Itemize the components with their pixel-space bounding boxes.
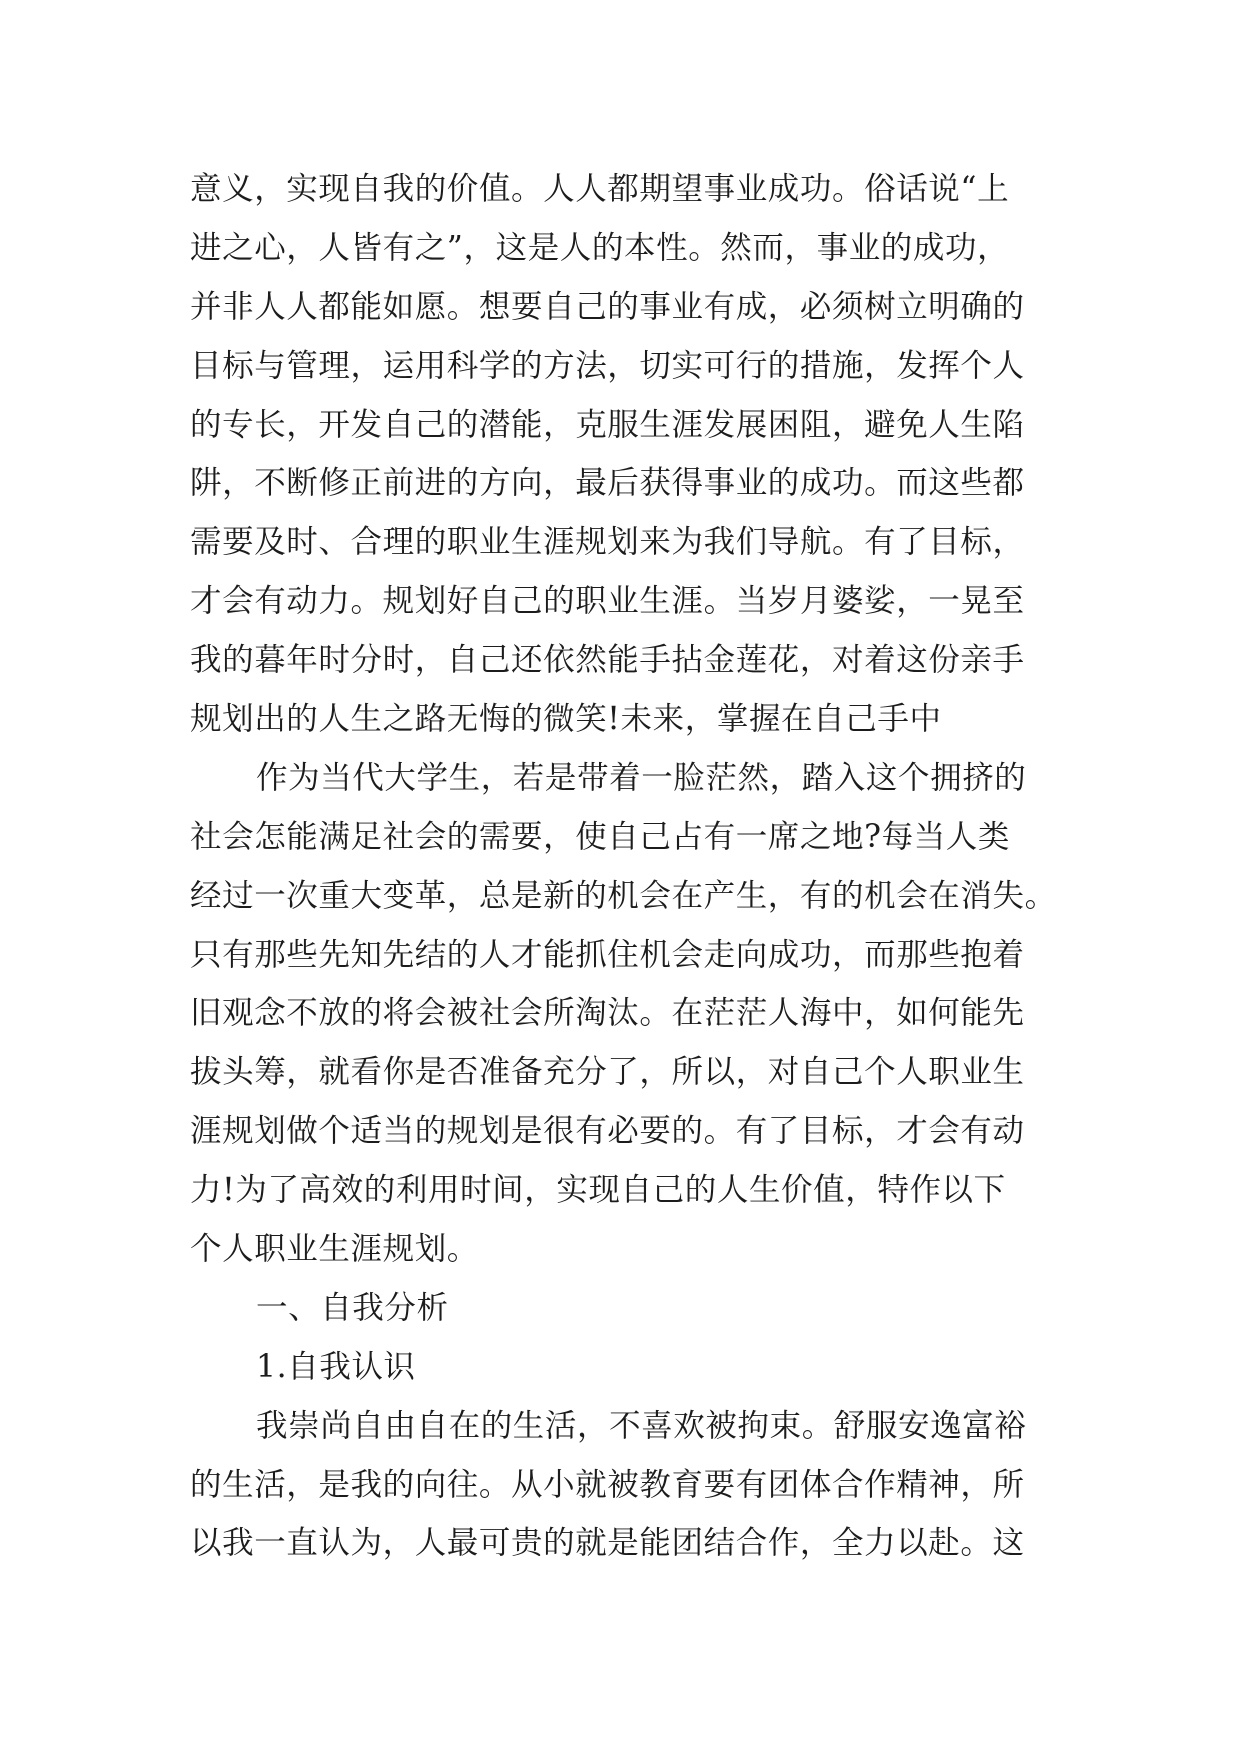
text-line: 涯规划做个适当的规划是很有必要的。有了目标，才会有动 xyxy=(190,1113,1025,1150)
text-line: 意义，实现自我的价值。人人都期望事业成功。俗话说“上 xyxy=(190,171,1010,207)
text-line: 力!为了高效的利用时间，实现自己的人生价值，特作以下 xyxy=(190,1172,1006,1209)
text-line: 的生活，是我的向往。从小就被教育要有团体合作精神，所 xyxy=(190,1466,1025,1503)
text-line: 作为当代大学生，若是带着一脸茫然，踏入这个拥挤的 xyxy=(256,759,1027,796)
text-line: 个人职业生涯规划。 xyxy=(190,1231,479,1268)
text-line: 规划出的人生之路无悔的微笑!未来，掌握在自己手中 xyxy=(190,701,942,738)
text-line: 拔头筹，就看你是否准备充分了，所以，对自己个人职业生 xyxy=(190,1054,1025,1091)
text-line: 社会怎能满足社会的需要，使自己占有一席之地?每当人类 xyxy=(190,818,1010,855)
text-line: 旧观念不放的将会被社会所淘汰。在茫茫人海中，如何能先 xyxy=(190,995,1025,1032)
text-line: 1.自我认识 xyxy=(256,1348,416,1385)
text-line: 阱，不断修正前进的方向，最后获得事业的成功。而这些都 xyxy=(190,465,1025,502)
text-line: 才会有动力。规划好自己的职业生涯。当岁月婆娑，一晃至 xyxy=(190,583,1025,620)
text-line: 需要及时、合理的职业生涯规划来为我们导航。有了目标， xyxy=(190,524,1025,561)
text-line: 并非人人都能如愿。想要自己的事业有成，必须树立明确的 xyxy=(190,288,1025,325)
text-line: 只有那些先知先结的人才能抓住机会走向成功，而那些抱着 xyxy=(190,936,1025,973)
text-line: 我崇尚自由自在的生活，不喜欢被拘束。舒服安逸富裕 xyxy=(256,1407,1027,1444)
body-text xyxy=(190,160,1090,1573)
text-line: 经过一次重大变革，总是新的机会在产生，有的机会在消失。 xyxy=(190,877,1057,914)
text-line: 目标与管理，运用科学的方法，切实可行的措施，发挥个人 xyxy=(190,347,1025,384)
text-line: 进之心，人皆有之”，这是人的本性。然而，事业的成功， xyxy=(190,229,1010,266)
text-line: 以我一直认为，人最可贵的就是能团结合作，全力以赴。这 xyxy=(190,1525,1025,1562)
text-line: 我的暮年时分时，自己还依然能手拈金莲花，对着这份亲手 xyxy=(190,642,1025,679)
text-line: 的专长，开发自己的潜能，克服生涯发展困阻，避免人生陷 xyxy=(190,406,1025,443)
text-line: 一、自我分析 xyxy=(256,1289,449,1326)
